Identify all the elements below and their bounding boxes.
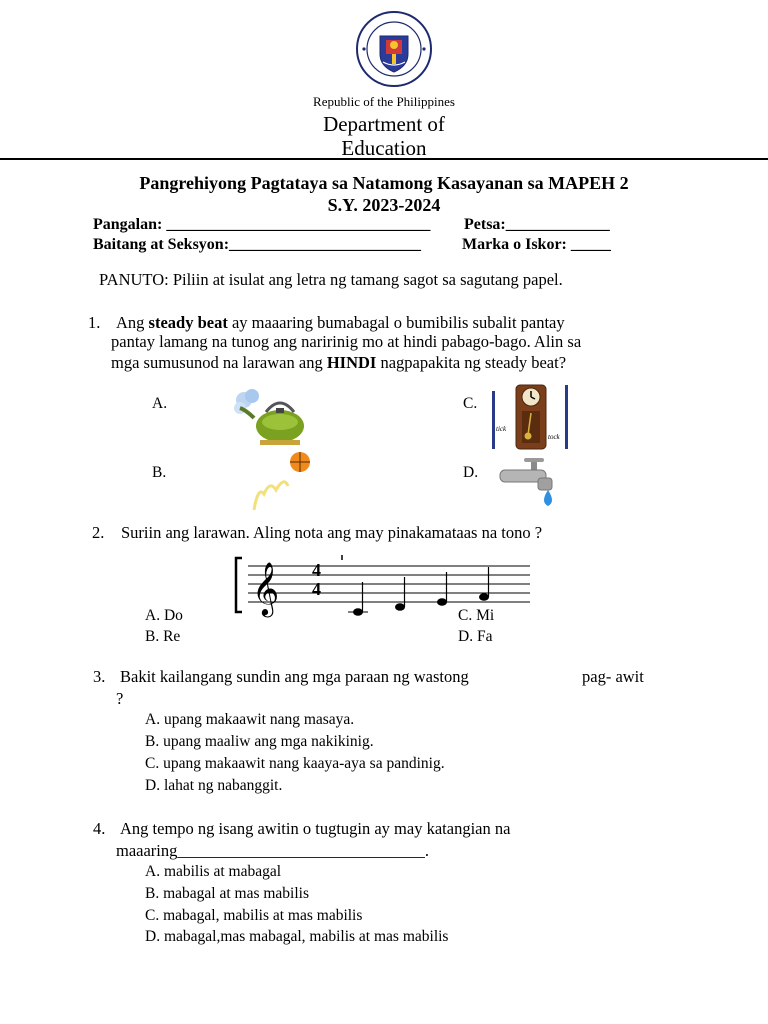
republic-label: Republic of the Philippines: [313, 94, 455, 109]
exam-title: [0, 172, 768, 216]
department-line2: Education: [341, 136, 427, 158]
q3-option-d: D. lahat ng nabanggit.: [145, 777, 283, 794]
time-signature-top: 4: [312, 560, 321, 580]
header-divider: [0, 158, 768, 160]
q4-option-c: C. mabagal, mabilis at mas mabilis: [145, 907, 363, 924]
q3-option-b: B. upang maaliw ang mga nakikinig.: [145, 733, 374, 750]
q1-line2: pantay lamang na tunog ang naririnig mo at hindi pabago-bago. Alin sa: [111, 332, 582, 351]
grandfather-clock-image: [490, 383, 570, 451]
q4-option-d: D. mabagal,mas mabagal, mabilis at mas mabilis: [145, 928, 449, 945]
clock-tick-label: tick: [496, 425, 507, 433]
instructions: PANUTO: Piliin at isulat ang letra ng tamang sagot sa sagutang papel.: [99, 270, 563, 289]
deped-seal: [352, 10, 436, 88]
date-field: Petsa:_____________: [464, 216, 610, 233]
q2-option-a: A. Do: [145, 607, 183, 624]
q4-option-a: A. mabilis at mabagal: [145, 863, 282, 880]
q2-option-d: D. Fa: [458, 628, 493, 645]
exam-title-line2: S.Y. 2023-2024: [327, 195, 441, 215]
q4-text: Ang tempo ng isang awitin o tugtugin ay may katangian na: [120, 819, 511, 838]
q2-text: Suriin ang larawan. Aling nota ang may pinakamataas na tono ?: [121, 523, 543, 542]
basketball-icon: [240, 450, 320, 514]
department-heading: [0, 112, 768, 158]
q1-line1: Ang steady beat ay maaaring bumabagal o bumibilis subalit pantay: [116, 313, 565, 332]
name-field: Pangalan: _________________________________: [93, 216, 431, 233]
svg-text:𝄞: 𝄞: [252, 561, 280, 615]
q4-option-b: B. mabagal at mas mabilis: [145, 885, 310, 902]
score-field: Marka o Iskor: _____: [462, 236, 611, 253]
q3-text: Bakit kailangang sundin ang mga paraan ng wastong: [120, 667, 469, 686]
time-signature-bottom: 4: [312, 579, 321, 599]
kettle-image: [230, 386, 310, 446]
q3-number: 3.: [93, 667, 106, 686]
section-field: Baitang at Seksyon:________________________: [93, 236, 422, 253]
q1-option-d: D.: [463, 464, 479, 481]
bouncing-ball-image: [240, 450, 320, 514]
q3-question-mark: ?: [116, 689, 124, 708]
dripping-faucet-image: [498, 456, 570, 510]
q4-line2: maaaring______________________________.: [116, 841, 430, 860]
q3-option-a: A. upang makaawit nang masaya.: [145, 711, 355, 728]
q2-number: 2.: [92, 523, 105, 542]
faucet-icon: [498, 456, 570, 510]
exam-title-line1: Pangrehiyong Pagtataya sa Natamong Kasayanan sa MAPEH 2: [139, 173, 629, 193]
clock-tock-label: tock: [548, 433, 560, 441]
q3-option-c: C. upang makaawit nang kaaya-aya sa pandinig.: [145, 755, 445, 772]
q1-option-a: A.: [152, 395, 168, 412]
q1-option-b: B.: [152, 464, 167, 481]
q4-number: 4.: [93, 819, 106, 838]
deped-seal-icon: [352, 10, 436, 88]
department-line1: Department of: [323, 112, 445, 136]
kettle-icon: [230, 386, 310, 446]
q1-number: 1.: [88, 313, 101, 332]
q1-option-c: C.: [463, 395, 478, 412]
q2-option-c: C. Mi: [458, 607, 495, 624]
q2-option-b: B. Re: [145, 628, 181, 645]
q1-line3: mga sumusunod na larawan ang HINDI nagpapakita ng steady beat?: [111, 353, 567, 372]
q3-text-end: pag- awit: [582, 667, 644, 686]
